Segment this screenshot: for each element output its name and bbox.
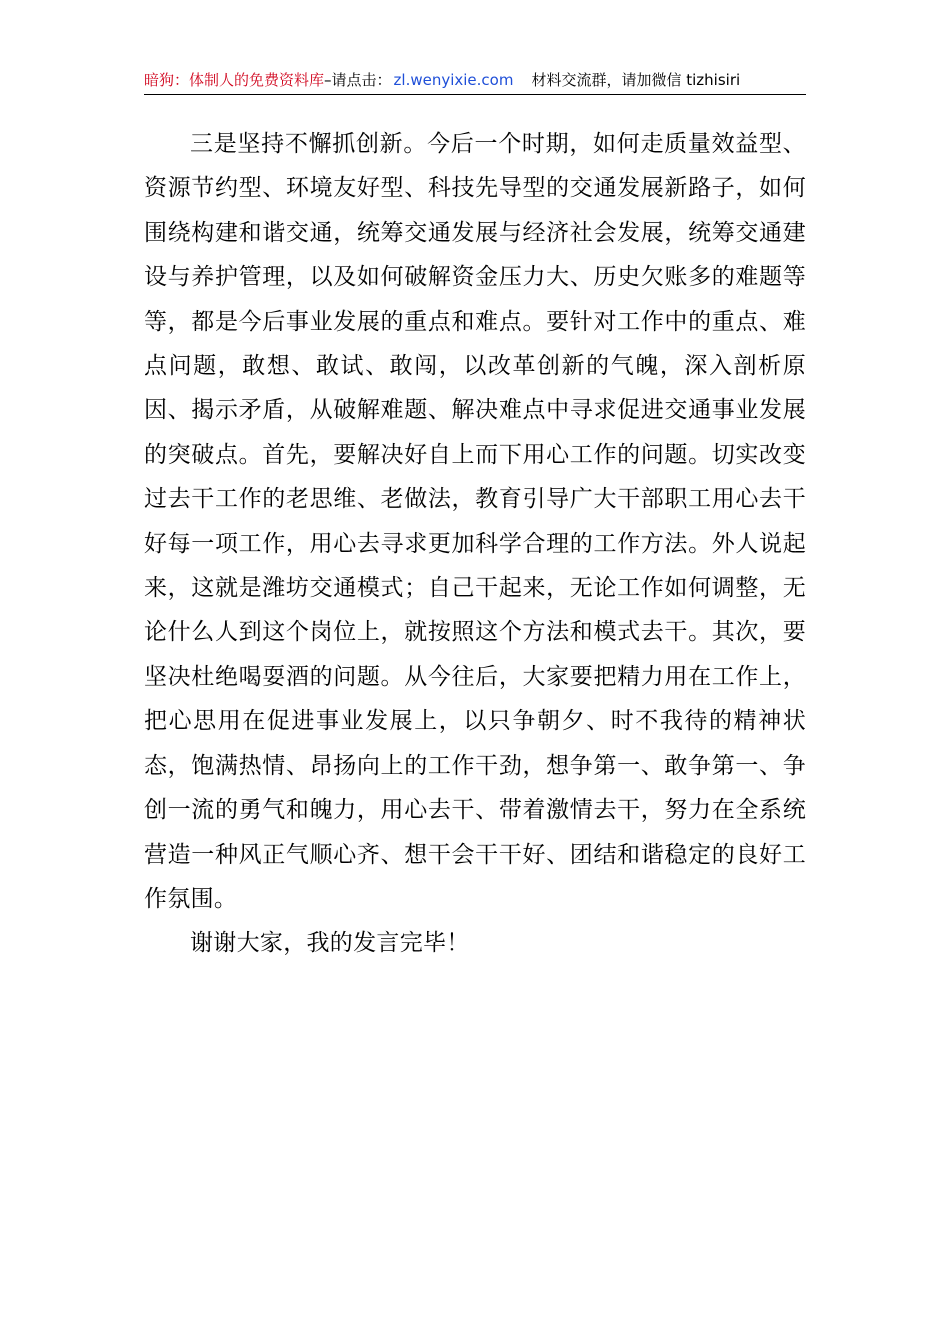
paragraph-main: 三是坚持不懈抓创新。今后一个时期，如何走质量效益型、资源节约型、环境友好型、科技先导型的交通发展新路子，如何围绕构建和谐交通，统筹交通发展与经济社会发展，统筹交通建设与养护管理，以及如何破解资金压力大、历史欠账多的难题等等，都是今后事业发展的重点和难点。要针对工作中的重点、难点问题，敢想、敢试、敢闯，以改革创新的气魄，深入剖析原因、揭示矛盾，从破解难题、解决难点中寻求促进交通事业发展的突破点。首先，要解决好自上而下用心工作的问题。切实改变过去干工作的老思维、老做法，教育引导广大干部职工用心去干好每一项工作，用心去寻求更加科学合理的工作方法。外人说起来，这就是潍坊交通模式；自己干起来，无论工作如何调整，无论什么人到这个岗位上，就按照这个方法和模式去干。其次，要坚决杜绝喝耍酒的问题。从今往后，大家要把精力用在工作上，把心思用在促进事业发展上，以只争朝夕、时不我待的精神状态，饱满热情、昂扬向上的工作干劲，想争第一、敢争第一、争创一流的勇气和魄力，用心去干、带着激情去干，努力在全系统营造一种风正气顺心齐、想干会干干好、团结和谐稳定的良好工作氛围。 <box>144 131 806 912</box>
header-group-note: 材料交流群，请加微信 tizhisiri <box>531 71 741 89</box>
header-url-link[interactable]: zl.wenyixie.com <box>393 71 514 89</box>
document-body <box>144 122 806 966</box>
paragraph-closing: 谢谢大家，我的发言完毕！ <box>190 930 470 957</box>
header-click-label: –请点击： <box>324 71 392 89</box>
page-header <box>144 70 806 95</box>
header-brand: 暗狗：体制人的免费资料库 <box>144 71 325 89</box>
